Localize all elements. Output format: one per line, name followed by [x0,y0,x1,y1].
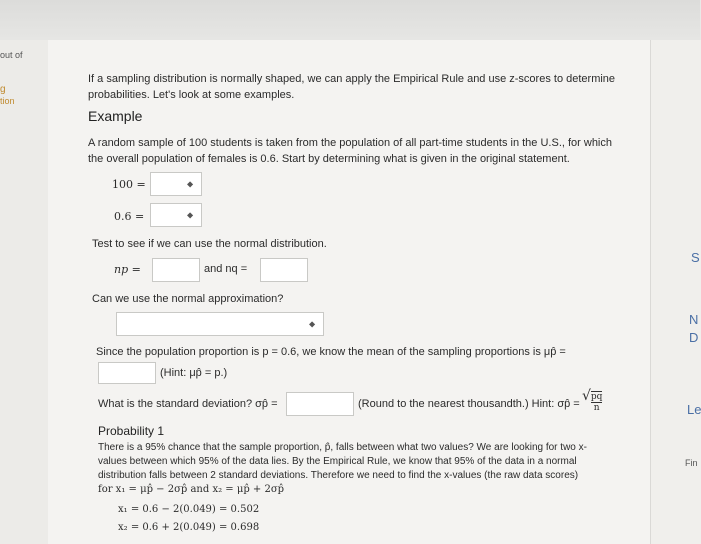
given-06-select[interactable] [150,203,202,227]
question-content [48,40,650,544]
example-line-2: the overall population of females is 0.6. Start by determining what is given in the original statement. [88,153,570,165]
sqrt-denominator: n [593,403,600,413]
sd-input[interactable] [286,392,354,416]
prob1-line-2: values between which 95% of the data lies. By the Empirical Rule, we know that 95% of the data in a normal [98,456,577,467]
right-char-5: Fin [685,458,698,468]
prob1-line-1: There is a 95% chance that the sample proportion, p̂, falls between what two values? We are looking for two x- [98,442,587,453]
and-nq-label: and nq = [204,263,248,275]
sd-question: What is the standard deviation? σp̂ = [98,398,278,410]
intro-line-1: If a sampling distribution is normally shaped, we can apply the Empirical Rule and use z-scores to determine [88,73,616,85]
sqrt-symbol: √ [582,388,591,404]
sd-round-hint: (Round to the nearest thousandth.) Hint: σp̂ = [358,398,580,410]
right-char-3: D [689,330,699,345]
select-arrow-icon: ◆ [187,210,194,220]
given-100-label: 100 = [112,178,146,191]
example-line-1: A random sample of 100 students is taken from the population of all part-time students in the U.S., for which [88,137,612,149]
given-06-label: 0.6 = [114,210,145,223]
probability-1-heading: Probability 1 [98,424,165,438]
right-char-2: N [689,312,699,327]
select-arrow-icon: ◆ [309,319,316,329]
right-char-1: S [691,250,700,265]
sqrt-formula [582,388,603,413]
given-100-select[interactable] [150,172,202,196]
browser-top-bar [0,0,700,41]
question-label[interactable]: g [0,84,6,95]
prob1-line-4: for x₁ = μp̂ − 2σp̂ and x₂ = μp̂ + 2σp̂ [98,484,285,495]
nq-input[interactable] [260,258,308,282]
calc-x1: x₁ = 0.6 − 2(0.049) = 0.502 [118,504,260,515]
question-sublabel[interactable]: tion [0,96,15,106]
np-input[interactable] [152,258,200,282]
score-text: out of [0,50,23,60]
mean-line: Since the population proportion is p = 0.6, we know the mean of the sampling proportions is μp̂ = [96,346,566,358]
mean-input[interactable] [98,362,156,384]
prob1-line-3: distribution falls between 2 standard deviations. Therefore we need to find the x-values (the raw data scores) [98,470,579,481]
intro-line-2: probabilities. Let's look at some examples. [88,89,295,101]
np-label: np = [114,263,141,276]
mean-hint: (Hint: μp̂ = p.) [160,367,228,379]
test-prompt: Test to see if we can use the normal distribution. [92,238,327,250]
right-char-4: Le [687,402,701,417]
select-arrow-icon: ◆ [187,179,194,189]
question-sidebar [0,40,49,544]
normal-approx-select[interactable] [116,312,324,336]
sqrt-numerator: pq [590,392,603,402]
calc-x2: x₂ = 0.6 + 2(0.049) = 0.698 [118,522,260,533]
approx-question: Can we use the normal approximation? [92,293,284,305]
right-panel [650,40,701,544]
example-heading: Example [88,108,143,124]
